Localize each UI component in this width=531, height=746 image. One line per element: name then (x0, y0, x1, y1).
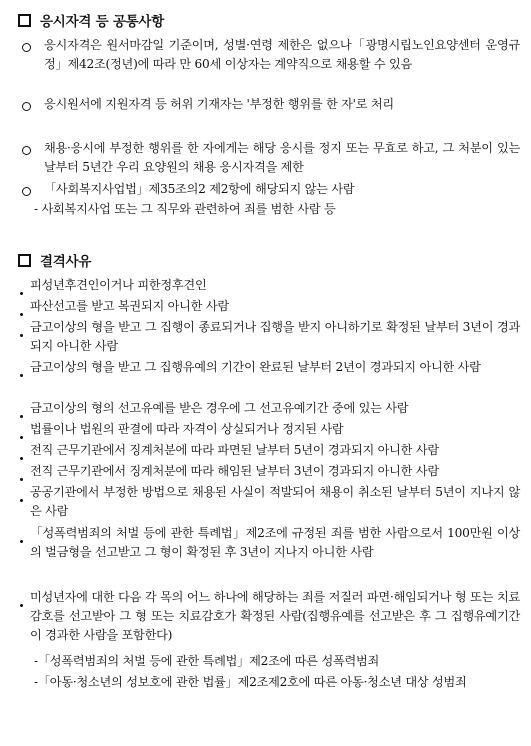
section-title: 결격사유 (40, 254, 92, 270)
checkbox-square-icon (18, 14, 31, 27)
sub-list-item: - 사회복지사업 또는 그 직무와 관련하여 죄를 범한 사람 등 (34, 202, 336, 216)
list-item: 「성폭력범죄의 처벌 등에 관한 특례법」제2조에 규정된 죄를 범한 사람으로서 100만원 이상의 벌금형을 선고받고 그 형이 확정된 후 3년이 지나지 아니한 사람 (20, 524, 520, 562)
bullet-dot-icon (20, 334, 23, 337)
sub-list-item: -「성폭력범죄의 처벌 등에 관한 특례법」제2조에 따른 성폭력범죄 (34, 654, 380, 668)
circle-bullet-icon (22, 146, 31, 155)
bullet-dot-icon (20, 374, 23, 377)
bullet-dot-icon (20, 313, 23, 316)
bullet-dot-icon (20, 604, 23, 607)
list-item: 금고이상의 형을 받고 그 집행이 종료되거나 집행을 받지 아니하기로 확정된 날부터 3년이 경과되지 아니한 사람 (20, 318, 520, 356)
circle-bullet-icon (22, 187, 31, 196)
list-item: 금고이상의 형을 받고 그 집행유예의 기간이 완료된 날부터 2년이 경과되지 아니한 사람 (20, 358, 520, 380)
circle-bullet-icon (22, 43, 31, 52)
bullet-dot-icon (20, 478, 23, 481)
list-item: 파산선고를 받고 복권되지 아니한 사람 (20, 297, 520, 319)
section-heading-common (18, 10, 164, 30)
list-item: 응시자격은 원서마감일 기준이며, 성별·연령 제한은 없으나「광명시립노인요양센터 운영규정」제42조(정년)에 따라 만 60세 이상자는 계약직으로 채용할 수 있음 (22, 36, 520, 74)
list-item: 전직 근무기관에서 징계처분에 따라 파면된 날부터 5년이 경과되지 아니한 사람 (20, 441, 520, 463)
list-item: 미성년자에 대한 다음 각 목의 어느 하나에 해당하는 죄를 저질러 파면·해임되거나 형 또는 치료감호를 선고받아 그 형 또는 치료감호가 확정된 사람(집행유예를 선고받은 후 그 집행유예기간이 경과한 사람을 포함한다) (20, 588, 520, 645)
bullet-dot-icon (20, 540, 23, 543)
list-item: 공공기관에서 부정한 방법으로 채용된 사실이 적발되어 채용이 취소된 날부터 5년이 지나지 않은 사람 (20, 483, 520, 521)
bullet-dot-icon (20, 292, 23, 295)
list-item: 응시원서에 지원자격 등 허위 기재자는 '부정한 행위를 한 자'로 처리 (22, 95, 520, 114)
bullet-dot-icon (20, 499, 23, 502)
section-heading-disqualification (18, 250, 91, 270)
list-item: 「사회복지사업법」제35조의2 제2항에 해당되지 않는 사람 (22, 180, 520, 199)
list-item: 전직 근무기관에서 징계처분에 따라 해임된 날부터 3년이 경과되지 아니한 사람 (20, 462, 520, 484)
list-item: 채용·응시에 부정한 행위를 한 자에게는 해당 응시를 정지 또는 무효로 하고, 그 처분이 있는 날부터 5년간 우리 요양원의 채용 응시자격을 제한 (22, 139, 520, 177)
section-title: 응시자격 등 공통사항 (40, 14, 165, 30)
sub-list-item: -「아동·청소년의 성보호에 관한 법률」제2조제2호에 따른 아동·청소년 대상 성범죄 (34, 675, 467, 689)
bullet-dot-icon (20, 436, 23, 439)
checkbox-square-icon (18, 254, 31, 267)
list-item: 피성년후견인이거나 피한정후견인 (20, 276, 520, 298)
circle-bullet-icon (22, 102, 31, 111)
bullet-dot-icon (20, 415, 23, 418)
list-item: 금고이상의 형의 선고유예를 받은 경우에 그 선고유예기간 중에 있는 사람 (20, 399, 520, 421)
bullet-dot-icon (20, 457, 23, 460)
list-item: 법률이나 법원의 판결에 따라 자격이 상실되거나 정지된 사람 (20, 420, 520, 442)
